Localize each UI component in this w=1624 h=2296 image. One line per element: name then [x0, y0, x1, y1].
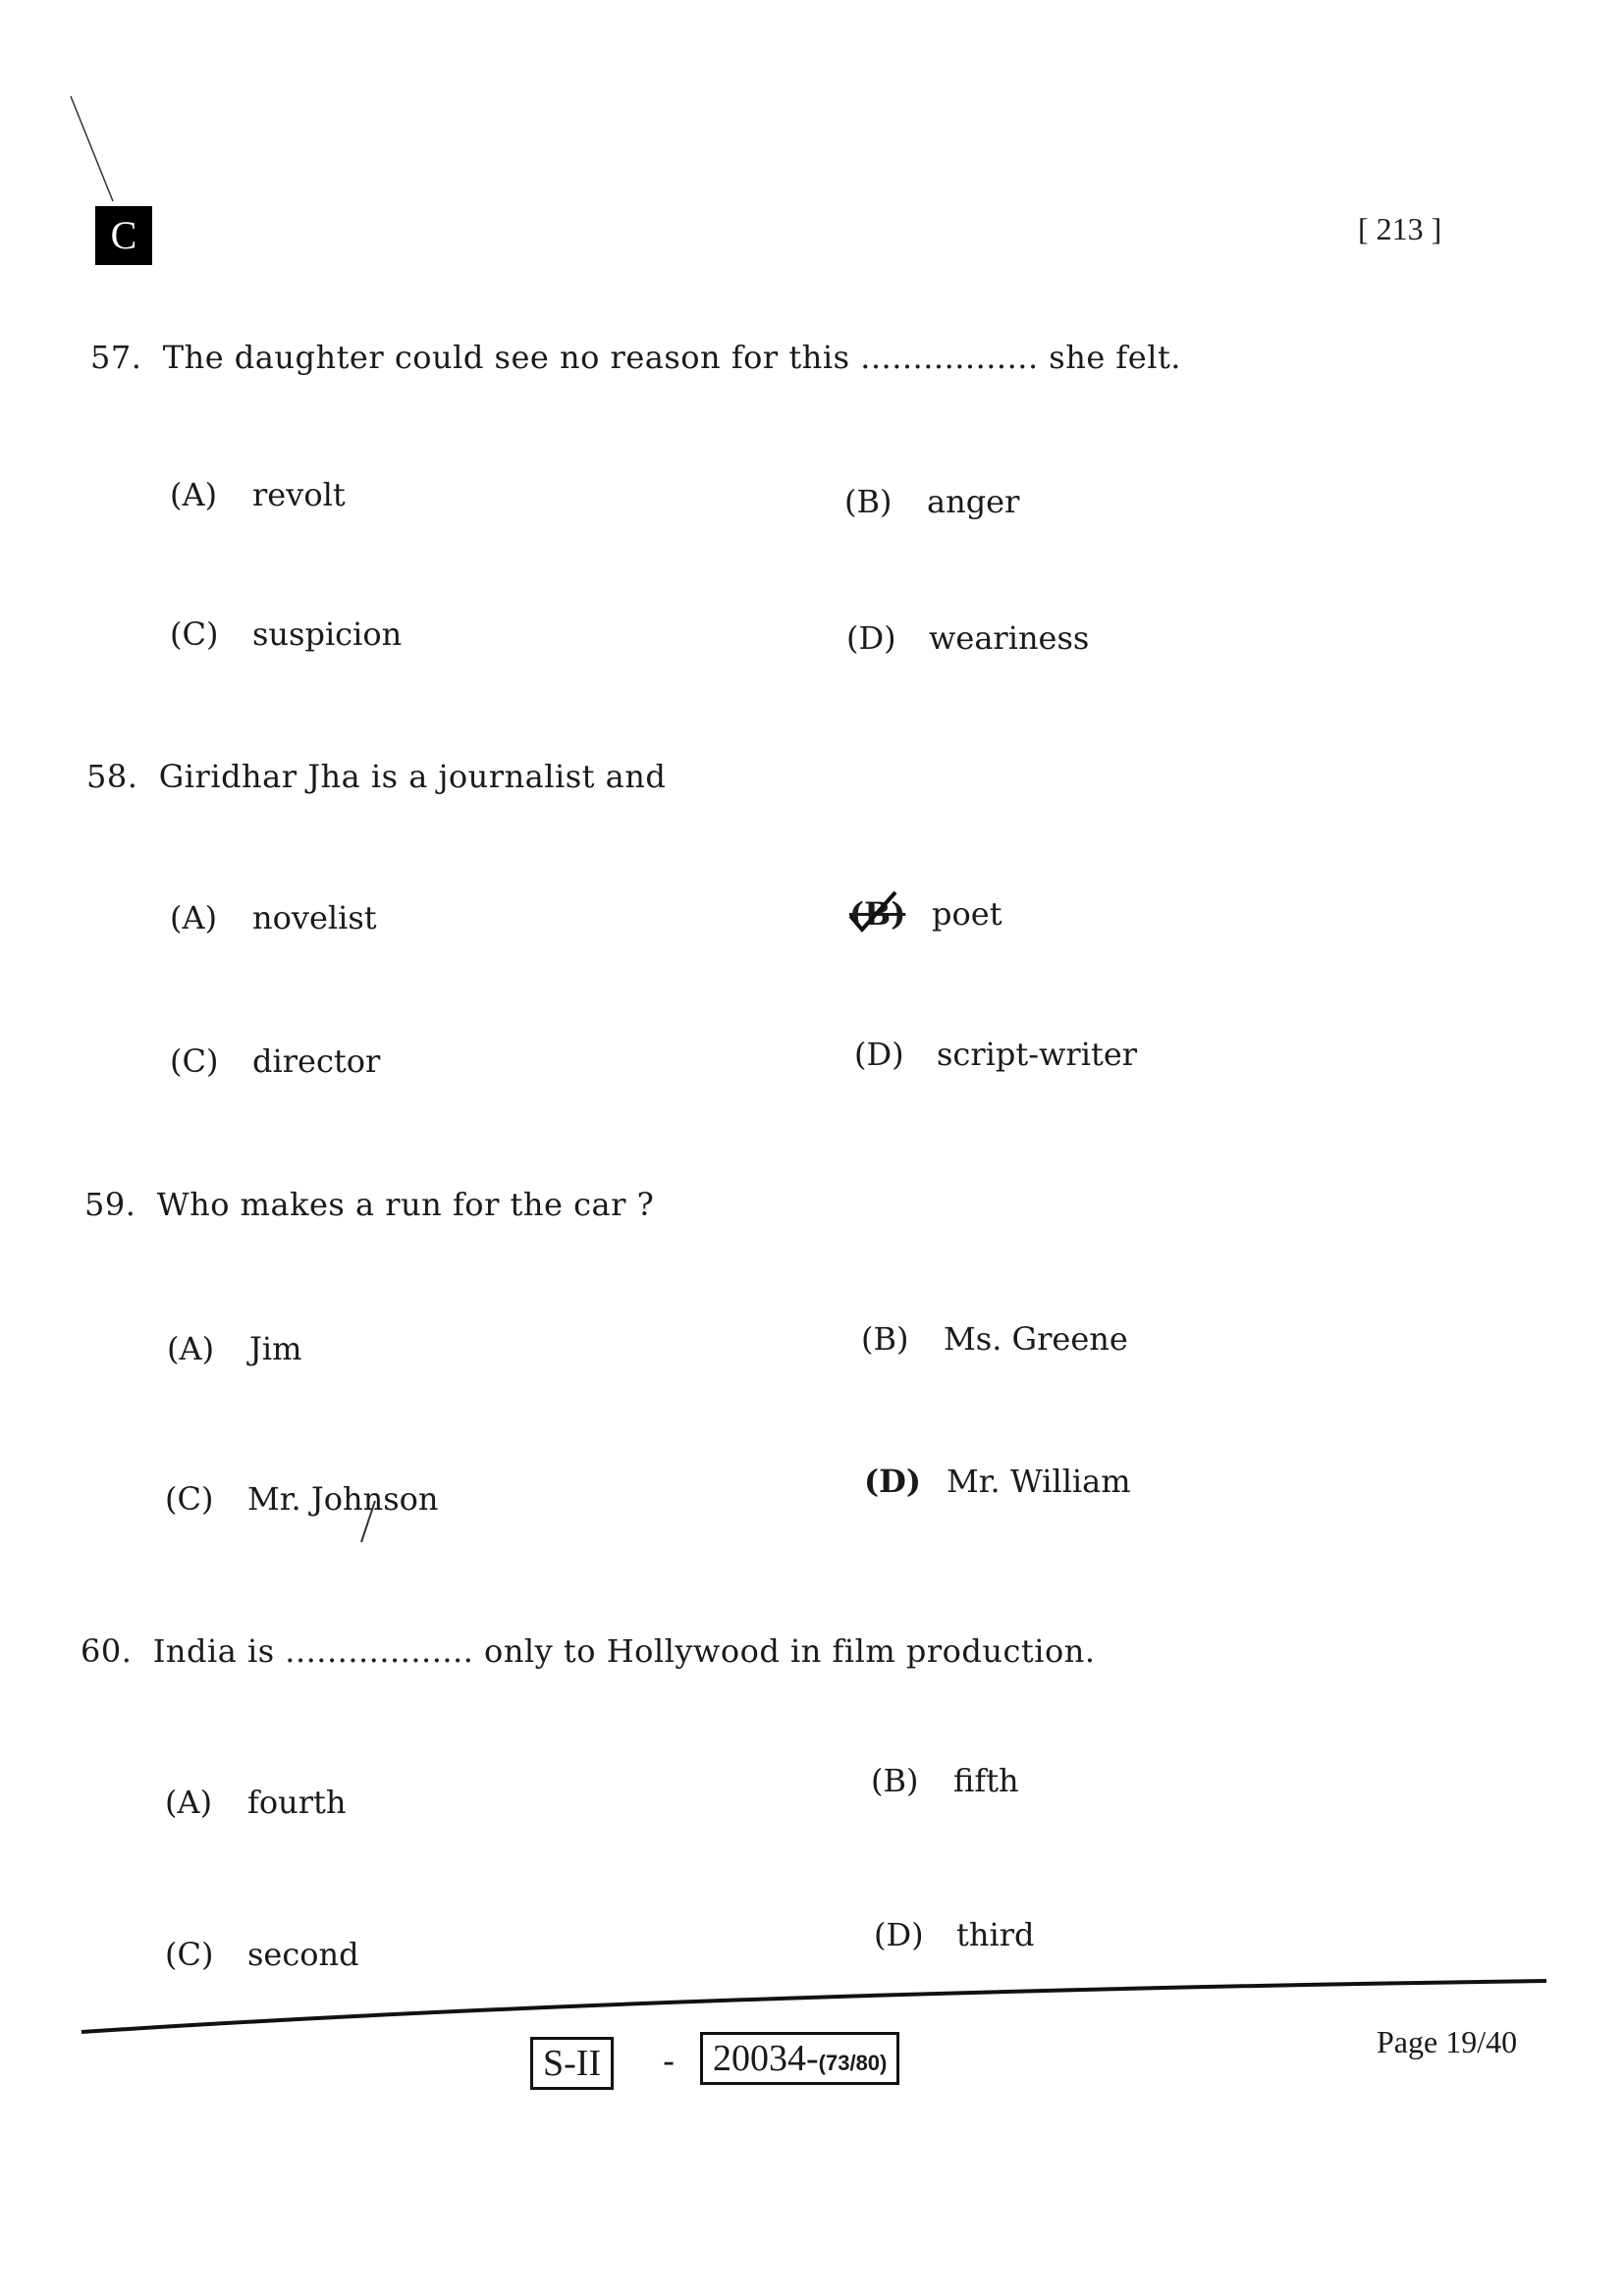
option-59-c[interactable]	[165, 1480, 439, 1518]
footer-dash: -	[663, 2042, 676, 2082]
option-text: Jim	[249, 1330, 302, 1367]
option-label: (C)	[165, 1936, 214, 1973]
option-label: (C)	[170, 1042, 219, 1080]
option-label-marked: (B)	[849, 895, 906, 933]
option-text: second	[247, 1936, 359, 1973]
code-text: 20034-	[713, 2038, 819, 2079]
question-text: Who makes a run for the car ?	[156, 1186, 655, 1223]
code-box	[700, 2032, 899, 2085]
option-label: (A)	[170, 899, 218, 936]
option-text: weariness	[929, 619, 1090, 657]
option-label: (D)	[854, 1036, 904, 1073]
option-text: Mr. William	[947, 1463, 1131, 1500]
option-57-a[interactable]	[170, 476, 346, 513]
option-59-b[interactable]	[861, 1320, 1128, 1358]
option-57-d[interactable]	[846, 619, 1089, 657]
question-58	[86, 758, 666, 795]
question-60	[81, 1632, 1096, 1670]
pen-stroke	[353, 1497, 383, 1546]
question-59	[84, 1186, 654, 1223]
page-code: [ 213 ]	[1358, 211, 1442, 246]
option-label: (A)	[167, 1330, 215, 1367]
option-59-a[interactable]	[167, 1330, 301, 1367]
option-text: suspicion	[252, 615, 403, 653]
tick-mark-icon	[844, 888, 903, 937]
series-box: S-II	[530, 2037, 614, 2090]
option-text: fifth	[953, 1762, 1019, 1799]
option-58-d[interactable]	[854, 1036, 1137, 1073]
option-label: (B)	[861, 1320, 909, 1358]
option-60-d[interactable]	[874, 1916, 1034, 1953]
option-57-c[interactable]	[170, 615, 402, 653]
set-code-badge: C	[95, 206, 152, 265]
option-label: (A)	[170, 476, 218, 513]
option-58-a[interactable]	[170, 899, 377, 936]
option-label: (B)	[844, 483, 893, 520]
option-label: (A)	[165, 1784, 213, 1821]
option-text: fourth	[247, 1784, 347, 1821]
option-text: poet	[932, 895, 1002, 933]
option-text: director	[252, 1042, 381, 1080]
option-text: revolt	[252, 476, 346, 513]
option-label-marked: (D)	[864, 1463, 922, 1500]
option-text: novelist	[252, 899, 377, 936]
question-number: 59.	[84, 1186, 136, 1223]
question-number: 57.	[90, 339, 142, 376]
option-label: (B)	[871, 1762, 919, 1799]
question-number: 60.	[81, 1632, 133, 1670]
page-number: Page 19/40	[1377, 2024, 1518, 2059]
option-label: (C)	[165, 1480, 214, 1518]
option-58-c[interactable]	[170, 1042, 380, 1080]
option-text: Ms. Greene	[944, 1320, 1128, 1358]
option-text: anger	[927, 483, 1020, 520]
question-text: India is .................. only to Hollywood in film production.	[152, 1632, 1096, 1670]
option-text: script-writer	[937, 1036, 1138, 1073]
option-label: (D)	[846, 619, 896, 657]
question-text: The daughter could see no reason for this ................. she felt.	[162, 339, 1181, 376]
option-label: (D)	[874, 1916, 924, 1953]
option-text: Mr. Johnson	[247, 1480, 439, 1518]
option-text: third	[956, 1916, 1035, 1953]
option-label: (C)	[170, 615, 219, 653]
code-sub: (73/80)	[818, 2051, 888, 2075]
option-57-b[interactable]	[844, 483, 1019, 520]
question-number: 58.	[86, 758, 138, 795]
option-60-b[interactable]	[871, 1762, 1019, 1799]
question-text: Giridhar Jha is a journalist and	[158, 758, 667, 795]
question-57	[90, 339, 1181, 376]
option-60-a[interactable]	[165, 1784, 346, 1821]
option-59-d[interactable]	[864, 1463, 1131, 1500]
scan-stroke	[59, 88, 128, 206]
